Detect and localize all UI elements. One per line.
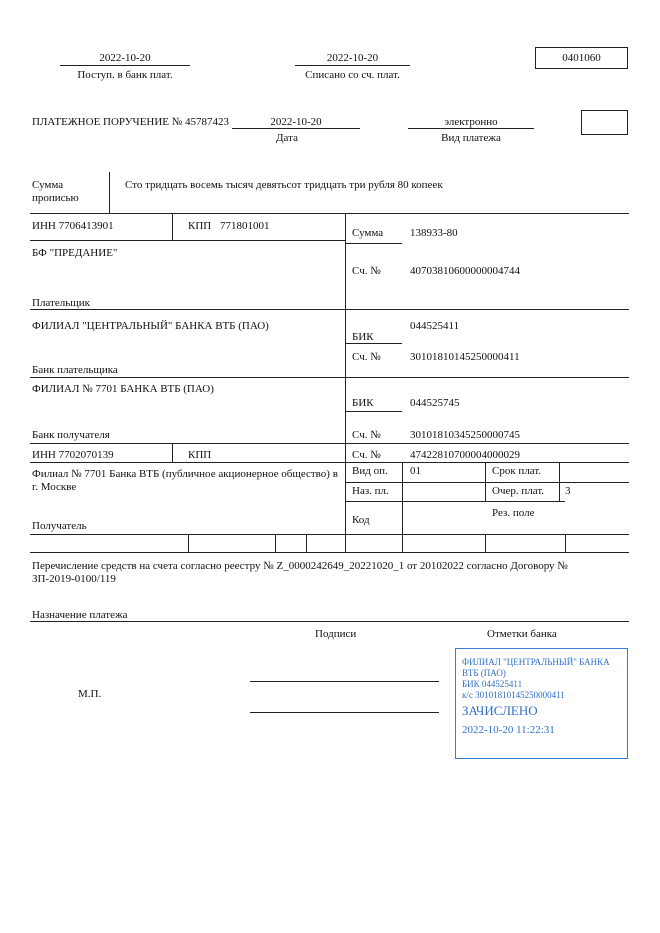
payee-bank-bik-label: БИК [352,397,374,409]
payer-bank-acc: 30101810145250000411 [410,351,520,363]
bank-stamp [455,648,628,759]
grid-line [485,462,486,501]
payer-name: БФ "ПРЕДАНИЕ" [32,247,118,259]
grid-line [30,443,629,444]
term-label: Срок плат. [492,465,542,477]
payment-type-line [408,128,534,129]
payer-inn: ИНН 7706413901 [32,220,114,232]
grid-line [30,552,629,553]
payee-bank-acc-label: Сч. № [352,429,381,441]
stamp-timestamp: 2022-10-20 11:22:31 [462,724,555,736]
signature-line-2 [250,712,439,713]
grid-line [345,243,402,244]
grid-line [345,501,565,502]
amount-value: 138933-80 [410,227,458,239]
payee-name-2: г. Москве [32,481,77,493]
payment-type-label: Вид платежа [441,132,501,144]
order-date-label: Дата [276,132,298,144]
stamp-line-1: ФИЛИАЛ "ЦЕНТРАЛЬНЫЙ" БАНКА [462,657,610,667]
grid-line [559,462,560,501]
purpose-line-2: ЗП-2019-0100/119 [32,573,116,585]
debited-label: Списано со сч. плат. [305,69,400,81]
op-type-label: Вид оп. [352,465,388,477]
payee-kpp-label: КПП [188,449,212,461]
op-type: 01 [410,465,421,477]
code-label: Код [352,514,370,526]
signatures-label: Подписи [315,628,357,640]
queue-value: 3 [565,485,571,497]
received-label: Поступ. в банк плат. [77,69,173,81]
payment-type: электронно [444,116,498,128]
grid-line [345,343,402,344]
payee-label: Получатель [32,520,87,532]
grid-line [30,240,345,241]
payee-acc: 47422810700004000029 [410,449,520,461]
debited-date: 2022-10-20 [326,52,379,64]
grid-line [30,377,629,378]
grid-line [30,462,629,463]
grid-line [485,534,486,552]
amount-words-divider [109,172,110,213]
payer-bank-acc-label: Сч. № [352,351,381,363]
stamp-line-4: к/с 30101810145250000411 [462,690,565,700]
stamp-line-3: БИК 044525411 [462,679,523,689]
grid-line [345,482,629,483]
grid-line [188,534,189,552]
grid-line [306,534,307,552]
order-title: ПЛАТЕЖНОЕ ПОРУЧЕНИЕ № 45787423 [32,116,230,128]
grid-line [30,213,629,214]
purpose-code-label: Наз. пл. [352,485,389,497]
payer-bank-bik: 044525411 [410,320,460,332]
grid-line [30,309,629,310]
payee-name-1: Филиал № 7701 Банка ВТБ (публичное акционерное общество) в [32,468,338,480]
received-date-line [60,65,190,66]
seal-label: М.П. [78,688,102,700]
payee-bank-name: ФИЛИАЛ № 7701 БАНКА ВТБ (ПАО) [32,383,214,395]
amount-label: Сумма [352,227,384,239]
amount-words-label-2: прописью [32,192,79,204]
stamp-line-2: ВТБ (ПАО) [462,668,506,678]
order-date-line [232,128,360,129]
payee-bank-acc: 30101810345250000745 [410,429,520,441]
grid-line [402,462,403,552]
payee-bank-label: Банк получателя [32,429,110,441]
form-code: 0401060 [535,47,628,69]
payer-bank-bik-label: БИК [352,331,374,343]
reserve-label: Рез. поле [492,507,535,519]
purpose-label: Назначение платежа [32,609,128,621]
bank-marks-label: Отметки банка [487,628,557,640]
payee-inn: ИНН 7702070139 [32,449,114,461]
signature-line-1 [250,681,439,682]
payee-bank-bik: 044525745 [410,397,460,409]
amount-words-label-1: Сумма [32,179,64,191]
order-date: 2022-10-20 [270,116,322,128]
received-date: 2022-10-20 [99,52,151,64]
payer-account: 40703810600000004744 [410,265,520,277]
queue-label: Очер. плат. [492,485,545,497]
grid-line [345,411,402,412]
amount-words-value: Сто тридцать восемь тысяч девятьсот тридцать три рубля 80 копеек [125,179,443,191]
payer-label: Плательщик [32,297,90,309]
payment-code-box [581,110,628,135]
payer-kpp-label: КПП [188,220,212,232]
payer-kpp: 771801001 [220,220,270,232]
debited-date-line [295,65,410,66]
purpose-line-1: Перечисление средств на счета согласно реестру № Z_0000242649_20221020_1 от 20102022 согласно Договору № [32,560,568,572]
grid-line [172,443,173,462]
grid-line [30,534,629,535]
payer-bank-label: Банк плательщика [32,364,118,376]
grid-line [30,621,629,622]
payee-acc-label: Сч. № [352,449,381,461]
stamp-status: ЗАЧИСЛЕНО [462,703,538,718]
grid-line [172,213,173,240]
payer-account-label: Сч. № [352,265,381,277]
grid-line [565,534,566,552]
payer-bank-name: ФИЛИАЛ "ЦЕНТРАЛЬНЫЙ" БАНКА ВТБ (ПАО) [32,320,269,332]
grid-line [275,534,276,552]
grid-line [345,213,346,552]
